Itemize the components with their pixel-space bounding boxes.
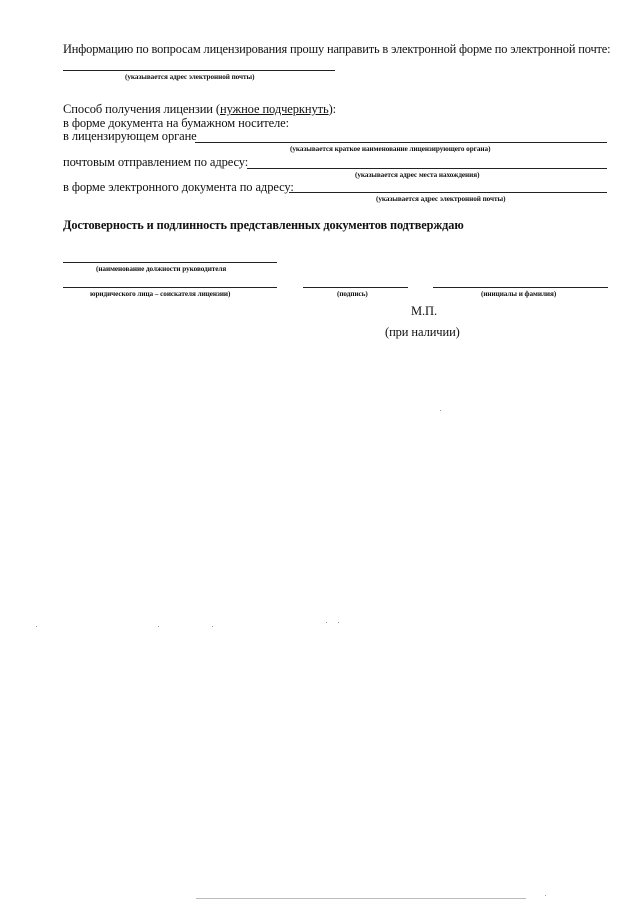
electronic-address-caption: (указывается адрес электронной почты) [376,195,506,203]
in-authority-label: в лицензирующем органе [63,129,197,143]
name-caption: (инициалы и фамилия) [481,290,557,298]
email-request-text: Информацию по вопросам лицензирования прошу направить в электронной форме по электронной почте: [63,42,611,56]
email-input-line[interactable] [63,70,335,71]
scan-speck [36,626,37,627]
authority-caption: (указывается краткое наименование лицензирующего органа) [290,145,491,153]
entity-caption: юридического лица – соискателя лицензии) [90,290,231,298]
scan-speck [440,410,441,411]
entity-input-line[interactable] [63,287,277,288]
name-input-line[interactable] [433,287,608,288]
signature-input-line[interactable] [303,287,408,288]
receipt-method-intro [63,102,336,117]
receipt-intro-suffix: ): [328,102,336,116]
scan-speck [212,626,213,627]
position-input-line[interactable] [63,262,277,263]
seal-label: М.П. [411,304,437,318]
mail-address-input-line[interactable] [247,168,607,169]
electronic-address-input-line[interactable] [289,192,607,193]
receipt-intro-prefix: Способ получения лицензии ( [63,102,220,116]
authority-input-line[interactable] [195,142,607,143]
email-caption: (указывается адрес электронной почты) [125,73,255,81]
seal-note: (при наличии) [385,325,460,339]
confirmation-heading: Достоверность и подлинность представленных документов подтверждаю [63,218,464,232]
mail-address-caption: (указывается адрес места нахождения) [355,171,480,179]
scan-speck [326,622,327,623]
paper-form-label: в форме документа на бумажном носителе: [63,116,289,130]
scan-speck [545,895,546,896]
scan-edge-line [196,898,526,899]
signature-caption: (подпись) [337,290,368,298]
scan-speck [158,626,159,627]
electronic-label: в форме электронного документа по адресу: [63,180,294,194]
position-caption: (наименование должности руководителя [96,265,227,273]
by-mail-label: почтовым отправлением по адресу: [63,155,249,169]
scan-speck [338,622,339,623]
receipt-intro-emphasis: нужное подчеркнуть [219,102,329,116]
